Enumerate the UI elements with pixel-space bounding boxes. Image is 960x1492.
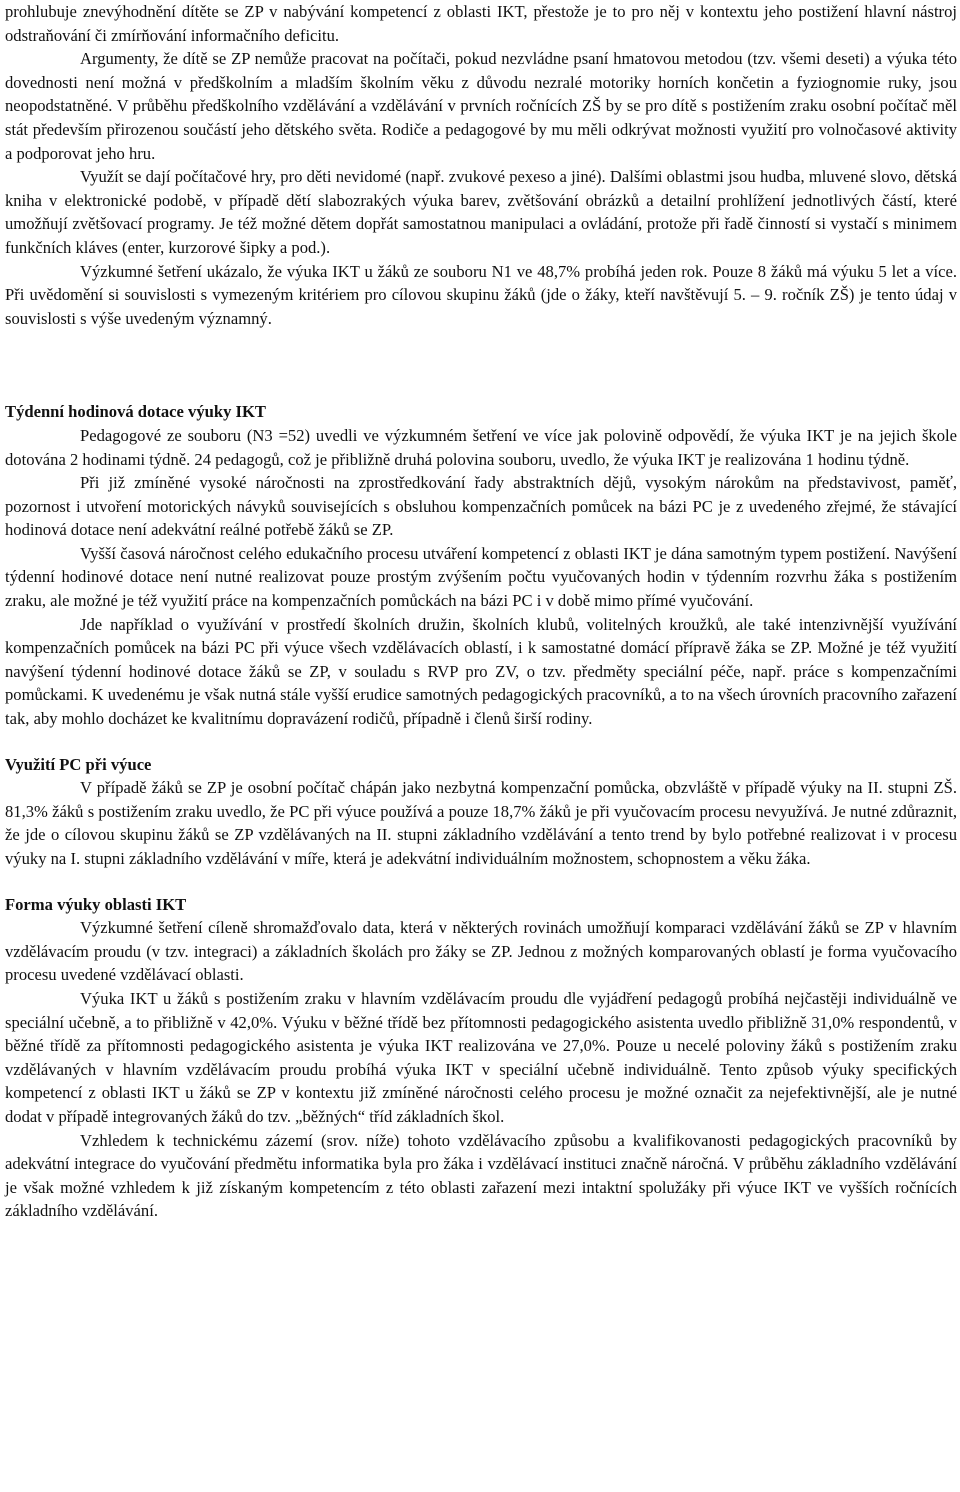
weekly-paragraph-3: Vyšší časová náročnost celého edukačního procesu utváření kompetencí z oblasti IKT je dána samotným typem postižení. Navýšení týdenní hodinové dotace není nutné realizovat pouze prostým zvýšením počtu vyučovaných hodin v týdenním rozvrhu žáka s postižením zraku, ale možné je též využití práce na kompenzačních pomůckách na bázi PC i v době mimo přímé vyučování.: [5, 543, 957, 611]
weekly-paragraph-2: Při již zmíněné vysoké náročnosti na zprostředkování řady abstraktních dějů, vysokým nárokům na představivost, paměť, pozornost i utvoření motorických návyků souvisejících s obsluhou kompenzačních pomůcek na bázi PC je z uvedeného zřejmé, že stávající hodinová dotace není adekvátní reálné potřebě žáků se ZP.: [5, 473, 957, 540]
form-paragraph-2: Výuka IKT u žáků s postižením zraku v hlavním vzdělávacím proudu dle vyjádření pedagogů probíhá nejčastěji individuálně ve speciální učebně, a to přibližně v 42,0%. Výuku v běžné třídě bez přítomnosti pedagogického asistenta uvedlo přibližně 31,0% respondentů, v běžné třídě za přítomnosti pedagogického asistenta je výuka IKT realizována ve 27,0%. Pouze u necelé poloviny žáků s postižením zraku vzdělávaných v hlavním vzdělávacím proudu probíhá výuka IKT v speciální učebně individuálně. Tento způsob výuky specifických kompetencí z oblasti IKT u žáků se ZP v kontextu již zmíněné náročnosti celého procesu je možné označit za nejefektivnější, ale je nutné dodat v případě integrovaných žáků do tzv. „běžných“ tříd základních škol.: [5, 988, 957, 1126]
intro-paragraph-4: Výzkumné šetření ukázalo, že výuka IKT u žáků ze souboru N1 ve 48,7% probíhá jeden rok. Pouze 8 žáků má výuku 5 let a více. Při uvědomění si souvislosti s vymezeným kritériem pro cílovou skupinu žáků (jde o žáky, kteří navštěvují 5. – 9. ročník ZŠ) je tento údaj v souvislosti s výše uvedeným významný.: [5, 261, 957, 328]
pc-paragraph-1: V případě žáků se ZP je osobní počítač chápán jako nezbytná kompenzační pomůcka, obzvláště v případě výuky na II. stupni ZŠ. 81,3% žáků s postižením zraku uvedlo, že PC při výuce používá a pouze 18,7% žáků je při vyučovacím procesu nevyužívá. Je nutné zdůraznit, že jde o cílovou skupinu žáků se ZP vzdělávaných na II. stupni základního vzdělávání a tento trend by bylo potřebné realizovat i v procesu výuky na I. stupni základního vzdělávání v míře, která je adekvátní individuálním možnostem, schopnostem a věku žáka.: [5, 778, 957, 868]
section-heading-form: Forma výuky oblasti IKT: [5, 894, 187, 914]
teaching-form-section: [5, 893, 957, 1223]
section-heading-weekly: Týdenní hodinová dotace výuky IKT: [5, 402, 266, 422]
pc-usage-section: [5, 753, 957, 871]
intro-paragraph-3: Využít se dají počítačové hry, pro děti nevidomé (např. zvukové pexeso a jiné). Dalšími oblastmi jsou hudba, mluvené slovo, dětská kniha v elektronické podobě, v případě dětí slabozrakých výuka barev, zvětšování obrázků a detailní prohlížení jednotlivých částí, které umožňují zvětšovací programy. Je též možné dětem dopřát samostatnou manipulaci a ovládání, protože při řadě činností si vystačí s minimem funkčních kláves (enter, kurzorové šipky a pod.).: [5, 167, 957, 257]
weekly-hours-section: [5, 400, 957, 730]
intro-section: [5, 0, 957, 330]
section-heading-pc: Využití PC při výuce: [5, 754, 152, 774]
weekly-paragraph-1: Pedagogové ze souboru (N3 =52) uvedli ve výzkumném šetření ve více jak polovině odpovědí, že výuka IKT je na jejich škole dotována 2 hodinami týdně. 24 pedagogů, což je přibližně druhá polovina souboru, uvedlo, že výuka IKT je realizována 1 hodinu týdně.: [5, 425, 957, 469]
intro-paragraph-1: prohlubuje znevýhodnění dítěte se ZP v nabývání kompetencí z oblasti IKT, přestože je to pro něj v kontextu jeho postižení hlavní nástroj odstraňování či zmírňování informačního deficitu.: [5, 2, 957, 45]
form-paragraph-1: Výzkumné šetření cíleně shromažďovalo data, která v některých rovinách umožňují komparaci vzdělávání žáků se ZP v hlavním vzdělávacím proudu (v tzv. integraci) a základních školách pro žáky se ZP. Jednou z možných komparovaných oblastí je forma vyučovacího procesu uvedené vzdělávací oblasti.: [5, 918, 957, 985]
form-paragraph-3: Vzhledem k technickému zázemí (srov. níže) tohoto vzdělávacího způsobu a kvalifikovanosti pedagogických pracovníků by adekvátní integrace do vyučování předmětu informatika byla pro žáka i vzdělávací instituci značně náročná. V průběhu základního vzdělávání je však možné vzhledem k již získaným kompetencím z této oblasti zařazení mezi intaktní spolužáky při výuce IKT ve vyšších ročnících základního vzdělávání.: [5, 1130, 957, 1221]
weekly-paragraph-4: Jde například o využívání v prostředí školních družin, školních klubů, volitelných kroužků, ale také intenzivnější využívání kompenzačních pomůcek na bázi PC při výuce všech vzdělávacích oblastí, i k samostatné domácí přípravě žáka se ZP. Možné je též využití navýšení týdenní hodinové dotace žáků se ZP, v souladu s RVP pro ZV, o tzv. předměty speciální péče, např. práce s kompenzačními pomůckami. K uvedenému je však nutná stále vyšší erudice samotných pedagogických pracovníků, a to na všech úrovních pracovního zařazení tak, aby mohlo docházet ke kvalitnímu dopravázení rodičů, případně i členů širší rodiny.: [5, 614, 957, 729]
intro-paragraph-2: Argumenty, že dítě se ZP nemůže pracovat na počítači, pokud nezvládne psaní hmatovou metodou (tzv. všemi deseti) a výuka této dovednosti není možná v předškolním a mladším školním věku z důvodu nezralé motoriky horních končetin a fyziognomie ruky, jsou neopodstatněné. V průběhu předškolního vzdělávání a vzdělávání v prvních ročnících ZŠ by se pro dítě s postižením zraku osobní počítač měl stát především přirozenou součástí jeho dětského světa. Rodiče a pedagogové by mu měli odkrývat možnosti využití pro volnočasové aktivity a podporovat jeho hru.: [5, 49, 957, 163]
